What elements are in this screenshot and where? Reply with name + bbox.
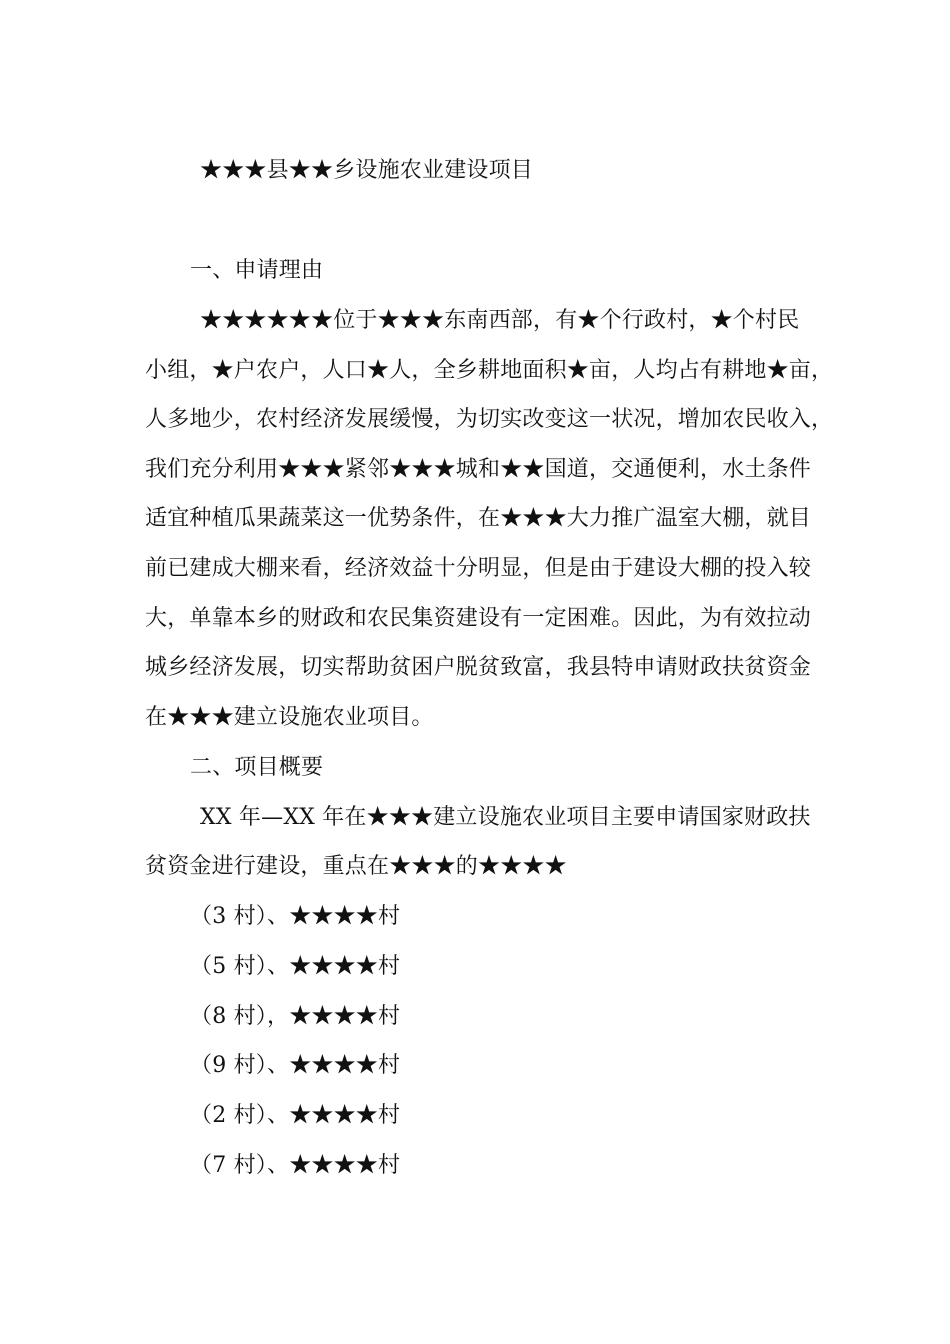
paragraph-line: 城乡经济发展，切实帮助贫困户脱贫致富，我县特申请财政扶贫资金 <box>145 655 812 680</box>
section-heading-project-overview: 二、项目概要 <box>190 755 324 780</box>
village-list-item: （3 村）、★★★★村 <box>190 904 401 929</box>
document-title: ★★★县★★乡设施农业建设项目 <box>200 158 534 183</box>
paragraph-line: 适宜种植瓜果蔬菜这一优势条件，在★★★大力推广温室大棚，就目 <box>145 506 812 531</box>
village-list-item: （9 村）、★★★★村 <box>190 1053 401 1078</box>
paragraph-line: XX 年—XX 年在★★★建立设施农业项目主要申请国家财政扶 <box>200 805 811 830</box>
paragraph-line: 人多地少，农村经济发展缓慢，为切实改变这一状况，增加农民收入， <box>145 407 834 432</box>
paragraph-line: 小组，★户农户，人口★人，全乡耕地面积★亩，人均占有耕地★亩， <box>145 358 834 383</box>
section-heading-application-reason: 一、申请理由 <box>190 258 324 283</box>
village-list-item: （7 村）、★★★★村 <box>190 1153 401 1178</box>
village-list-item: （2 村）、★★★★村 <box>190 1103 401 1128</box>
paragraph-line: 我们充分利用★★★紧邻★★★城和★★国道，交通便利，水土条件 <box>145 457 812 482</box>
paragraph-line: 大，单靠本乡的财政和农民集资建设有一定困难。因此，为有效拉动 <box>145 606 812 631</box>
village-list-item: （8 村），★★★★村 <box>190 1004 401 1029</box>
paragraph-line: 前已建成大棚来看，经济效益十分明显，但是由于建设大棚的投入较 <box>145 556 812 581</box>
paragraph-line: 在★★★建立设施农业项目。 <box>145 705 434 730</box>
paragraph-line: 贫资金进行建设，重点在★★★的★★★★ <box>145 854 567 879</box>
paragraph-line: ★★★★★★位于★★★东南西部，有★个行政村，★个村民 <box>200 308 800 333</box>
village-list-item: （5 村）、★★★★村 <box>190 954 401 979</box>
